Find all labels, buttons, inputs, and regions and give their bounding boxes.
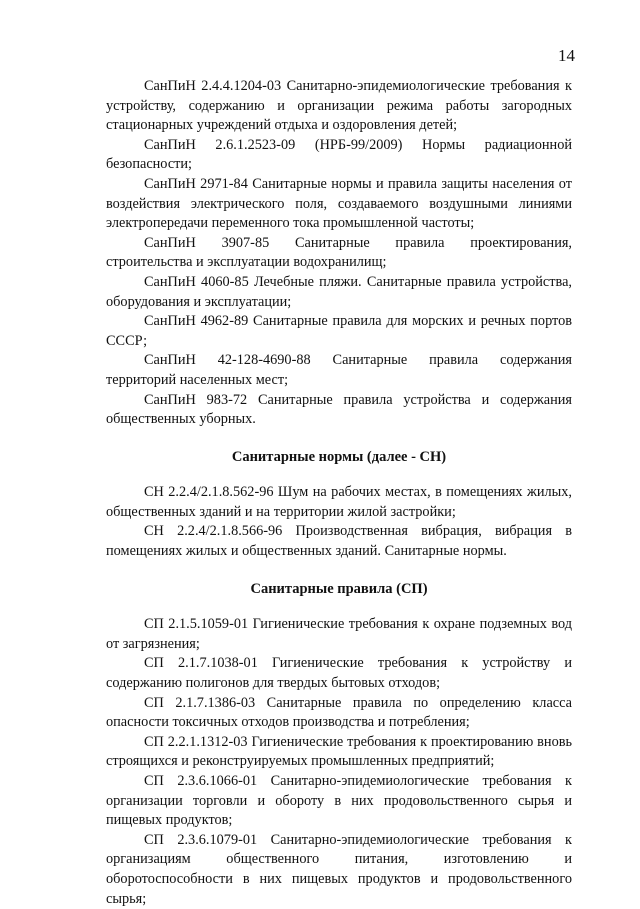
section-spacer	[106, 430, 572, 448]
sp-entry: СП 2.3.6.1066-01 Санитарно-эпидемиологические требования к организации торговли и обороту в них продовольственного сырья и пищевых продуктов;	[106, 773, 572, 829]
sanpin-entry: СанПиН 42-128-4690-88 Санитарные правила содержания территорий населенных мест;	[106, 352, 572, 388]
sanpin-entry: СанПиН 4962-89 Санитарные правила для морских и речных портов СССР;	[106, 313, 572, 349]
sp-entry: СП 2.1.5.1059-01 Гигиенические требования к охране подземных вод от загрязнения;	[106, 616, 572, 652]
sn-section-heading: Санитарные нормы (далее - СН)	[231, 448, 447, 465]
section-spacer	[106, 599, 572, 615]
sanpin-entry: СанПиН 983-72 Санитарные правила устройства и содержания общественных уборных.	[106, 391, 572, 428]
sanpin-entry: СанПиН 2.4.4.1204-03 Санитарно-эпидемиологические требования к устройству, содержанию и организации режима работы загородных стационарных учреждений отдыха и оздоровления детей;	[106, 78, 572, 134]
document-body	[106, 77, 572, 909]
sn-entry: СН 2.2.4/2.1.8.566-96 Производственная вибрация, вибрация в помещениях жилых и общественных зданий. Санитарные нормы.	[106, 523, 572, 560]
sanpin-entry: СанПиН 2.6.1.2523-09 (НРБ-99/2009) Нормы радиационной безопасности;	[106, 136, 572, 173]
sanpin-entry: СанПиН 4060-85 Лечебные пляжи. Санитарные правила устройства, оборудования и эксплуатации;	[106, 273, 572, 310]
sp-section-heading: Санитарные правила (СП)	[250, 580, 428, 597]
sanpin-entry: СанПиН 2971-84 Санитарные нормы и правила защиты населения от воздействия электрического поля, создаваемого воздушными линиями электропередачи переменного тока промышленной частоты;	[106, 175, 572, 232]
sn-entry: СН 2.2.4/2.1.8.562-96 Шум на рабочих местах, в помещениях жилых, общественных зданий и на территории жилой застройки;	[106, 484, 572, 520]
sp-entry: СП 2.1.7.1386-03 Санитарные правила по определению класса опасности токсичных отходов производства и потребления;	[106, 694, 572, 731]
page-number: 14	[558, 46, 575, 65]
sp-entry: СП 2.2.1.1312-03 Гигиенические требования к проектированию вновь строящихся и реконструируемых промышленных предприятий;	[106, 733, 572, 770]
section-spacer	[106, 562, 572, 580]
section-spacer	[106, 467, 572, 483]
sanpin-entry: СанПиН 3907-85 Санитарные правила проектирования, строительства и эксплуатации водохранилищ;	[106, 234, 572, 271]
sp-entry: СП 2.3.6.1079-01 Санитарно-эпидемиологические требования к организациям общественного питания, изготовлению и оборотоспособности в них пищевых продуктов и продовольственного сырья;	[106, 831, 572, 907]
sp-entry: СП 2.1.7.1038-01 Гигиенические требования к устройству и содержанию полигонов для твердых бытовых отходов;	[106, 655, 572, 692]
